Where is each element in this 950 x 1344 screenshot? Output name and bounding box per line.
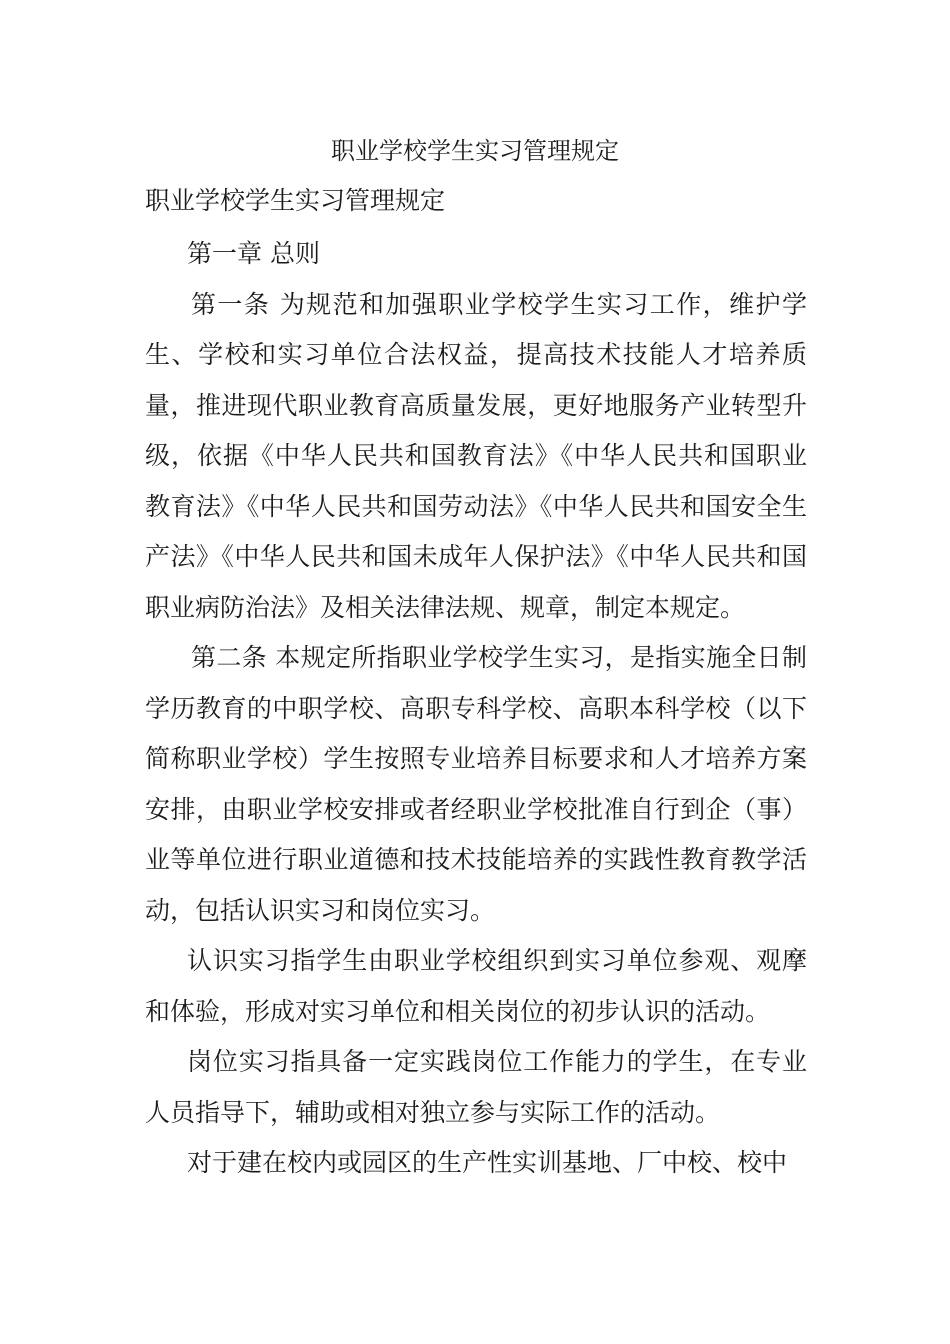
cognitive-internship-paragraph: 认识实习指学生由职业学校组织到实习单位参观、观摩和体验，形成对实习单位和相关岗位的初步认识的活动。	[145, 946, 807, 1026]
post-internship-paragraph: 岗位实习指具备一定实践岗位工作能力的学生，在专业人员指导下，辅助或相对独立参与实际工作的活动。	[145, 1047, 807, 1127]
document-title: 职业学校学生实习管理规定	[331, 137, 619, 165]
chapter-heading: 第一章 总则	[187, 239, 320, 268]
document-subtitle: 职业学校学生实习管理规定	[145, 186, 446, 215]
document-body	[145, 229, 807, 1189]
article-1-paragraph: 第一条 为规范和加强职业学校学生实习工作，维护学生、学校和实习单位合法权益，提高技术技能人才培养质量，推进现代职业教育高质量发展，更好地服务产业转型升级，依据《中华人民共和国教育法》《中华人民共和国职业教育法》《中华人民共和国劳动法》《中华人民共和国安全生产法》《中华人民共和国未成年人保护法》《中华人民共和国职业病防治法》及相关法律法规、规章，制定本规定。	[145, 289, 807, 622]
training-base-paragraph: 对于建在校内或园区的生产性实训基地、厂中校、校中	[187, 1148, 788, 1177]
article-2-paragraph: 第二条 本规定所指职业学校学生实习，是指实施全日制学历教育的中职学校、高职专科学校、高职本科学校（以下简称职业学校）学生按照专业培养目标要求和人才培养方案安排，由职业学校安排或者经职业学校批准自行到企（事）业等单位进行职业道德和技术技能培养的实践性教育教学活动，包括认识实习和岗位实习。	[145, 643, 807, 925]
